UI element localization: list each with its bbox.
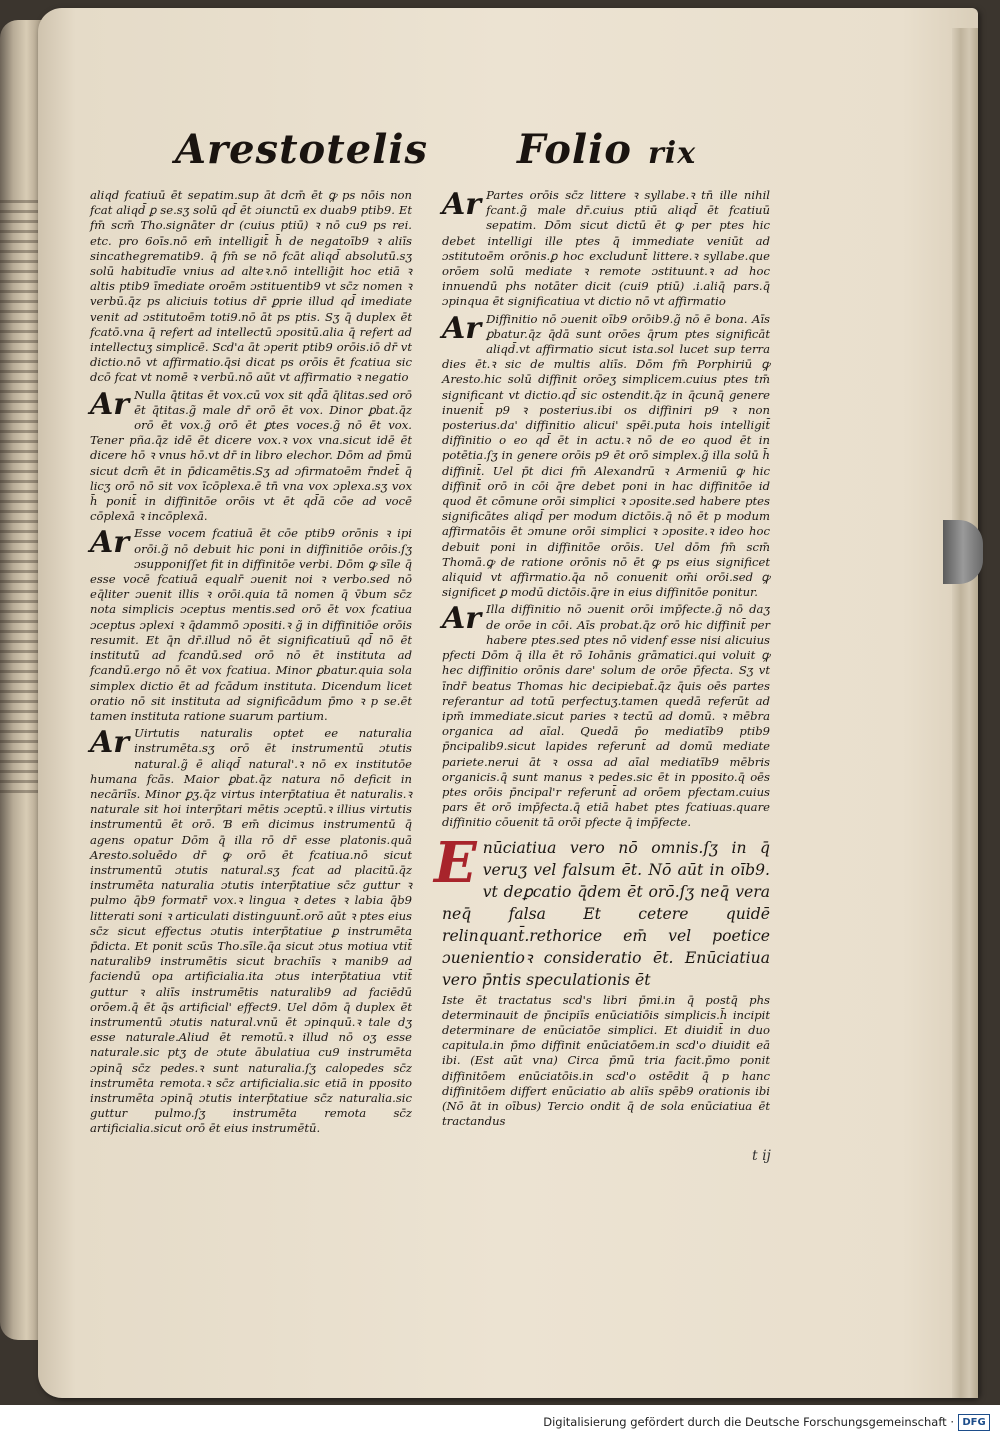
footer-credit: Digitalisierung gefördert durch die Deutsche Forschungsgemeinschaft ·	[543, 1415, 954, 1429]
left-page-text-fragment	[0, 200, 40, 800]
right-paragraph-2: Ar Diffinitio nō ɔuenit oīb9 orōib9.g̃ nō ē bona. Aīs ꝑbatur.q̄z q̄dā sunt orōes q̄rum ptes significāt aliqd̄.vt affirmatio sicut ista.sol lucet sup terra dies ēt.ꝛ sic de multis aliīs. Dōm fm̄ Porphiriū ꝙ Aresto.hic solū diffinit orōeʒ simplicem.cuius ptes tm̄ significant vt dictio.qd̄ sic ostendit.q̄z in q̄cunq̄ genere inuenit̄ p9 ꝛ posterius.ibi os diffiniri p9 ꝛ non posterius.da' diffinitio alicui' spēi.puta hois intelligit̄ diffinitio o eo qd̄ ēt in actu.ꝛ nō de eo quod ēt in potētia.ſʒ in genere orōis p9 ēt orō simplex.g̃ illa solū h̄ diffinit̄. Uel p̄t dici fm̄ Alexandrū ꝛ Armeniū ꝙ hic diffinit̄ orō in cōi q̄re debet poni in hac diffinitōe id quod ēt cōmune orōi simplici ꝛ ɔposite.sed habere ptes significātes aliqd̄ per modum dictōis.q̄ nō ēt p modum affirmatōis ēt ɔmune orōi simplici ꝛ ɔposite.ꝛ ideo hoc debuit poni in diffinitōe orōis. Uel dōm fm̄ scm̄ Thomā.ꝙ de ratione orōnis nō ēt ꝙ ps eius significet aliquid vt affirmatio.q̄a nō conuenit om̄i orōi.sed ꝙ significet ꝑ modū dictōis.q̄re in eius diffinitōe ponitur.	[442, 310, 770, 600]
page-edge	[952, 28, 978, 1398]
red-initial: E	[434, 829, 477, 896]
dfg-logo[interactable]: DFG	[958, 1414, 990, 1431]
left-paragraph-3: Ar Esse vocem fcatiuā ēt cōe ptib9 orōnis ꝛ ipi orōi.g̃ nō debuit hic poni in diffinitiōe orōis.ſʒ ɔsupponiſſet fit in diffinitōe verbi. Dōm ꝙ sīle q̄ esse vocē fcatiuā equalr̄ ɔuenit noi ꝛ verbo.sed nō eq̄liter ɔuenit illis ꝛ orōi.quia tā nomen q̄ v̄bum sc̄z nota simplicis ɔceptus mentis.sed orō ēt vox fcatiua ɔceptus ɔplexi ꝛ q̄dammō ɔpositi.ꝛ g̃ in diffinitiōe orōis resumit. Et q̄n dr̄.illud nō ēt significatiuū qd̄ nō ēt institutū ad fcandū.sed orō nō ēt instituta ad fcandū.ergo nō ēt vox fcatiua. Minor ꝑbatur.quia sola simplex dictio ēt ad fcādum instituta. Dicendum licet oratio nō sit instituta ad significādum p̄mo ꝛ p se.ēt tamen instituta ratione suarum partium.	[90, 525, 412, 723]
paragraph-initial: Ar	[442, 601, 482, 637]
left-paragraph-1: aliqd fcatiuū ēt sepatim.sup āt dcm̄ ēt ꝙ ps nōis non fcat aliqd̄ ꝑ se.sʒ solū qd̄ ēt ɔiunctū ex duab9 ptib9. Et fm̄ scm̄ Tho.signāter dr (cuius ptiū) ꝛ nō cu9 ps rei. etc. pro 6oīs.nō em̄ intelligit̄ h̄ de negatoīb9 ꝛ aliīs sincathegrematib9. q̄ fm̄ se nō fcāt aliqd̄ absolutū.sʒ solū habitudīe vnius ad alteꝛ.nō intelliḡit hoc etiā ꝛ altis ptib9 īmediate oroēm ɔstituentib9 vt sc̄z nomen ꝛ verbū.q̄z ps aliciuis totius dr̄ ꝑprie illud qd̄ imediate venit ad ɔstitutoēm toti9.nō āt ps ptis. Sʒ q̄ duplex ēt fcatō.vna q̄ refert ad intellectū ɔpositū.alia q̄ refert ad intellectuʒ simplicē. Scd'a āt ɔperit ptib9 orōis.iō dr̄ vt dictio.nō vt affirmatio.q̄si dicat ps orōis ēt fcatiua sic dcō fcat vt nomē ꝛ verbū.nō aūt vt affirmatio ꝛ negatio	[90, 188, 412, 385]
signature-mark: t ij	[752, 1148, 771, 1164]
right-column	[434, 187, 770, 1131]
paragraph-initial: Ar	[90, 725, 130, 761]
commentary-paragraph: Iste ēt tractatus scd's libri p̄mi.in q̄ postq̄ phs determinauit de p̄ncipiīs enūciatiōis simplicis.h̄ incipit determinare de enūciatōe simplici. Et diuidit̄ in duo capitula.in p̄mo diffinit enūciatōem.in scd'o diuidit eā ibi. (Est aūt vna) Circa p̄mū tria facit.p̄mo ponit diffinitōem enūciatōis.in scd'o ostēdit q̄ p hanc diffinitōem differt enūciatio ab aliīs spēb9 orationis ibi (Nō āt in oībus) Tercio ondit q̄ de sola enūciatiua ēt tractandus	[442, 992, 770, 1129]
paragraph-initial: Ar	[90, 386, 130, 422]
right-paragraph-3: Ar Illa diffinitio nō ɔuenit orōi imp̄fecte.g̃ nō daʒ de orōe in cōi. Aīs probat.q̄z orō hic diffinit̄ per habere ptes.sed ptes nō videnf esse nisi alicuius pfecti Dōm q̄ illa ēt rō Iohānis grāmatici.qui voluit ꝙ hec diffinitio orōnis dare' solum de orōe p̄fecta. Sʒ vt īndr̄ beatus Thomas hic decipiebat̄.q̄z q̄uis oēs partes referantur ad totū perfectuʒ.tamen quedā referūt ad ipm̄ immediate.sicut paries ꝛ tectū ad domū. ꝛ mēbra organica ad aīal. Quedā p̄o mediatīb9 ptib9 p̄ncipalib9.sicut lapides referunt̄ ad domū mediate pariete.nerui āt ꝛ ossa ad aīal mediatīb9 mēbris organicis.q̄ sunt manus ꝛ pedes.sic ēt in pposito.q̄ oēs ptes orōis p̄ncipal'r referunt̄ ad orōem pfectam.cuius pars ēt orō imp̄fecta.q̄ etiā habet ptes fcatiuas.quare diffinitio cōuenit tā orōi pfecte q̄ imp̄fecte.	[442, 601, 770, 830]
left-column	[90, 188, 412, 1139]
paragraph-initial: Ar	[442, 310, 482, 346]
left-paragraph-4: Ar Uirtutis naturalis optet ee naturalia instrumēta.sʒ orō ēt instrumentū ɔtutis natural.g̃ ē aliqd̄ natural'.ꝛ nō ex institutōe humana fcās. Maior ꝑbat.q̄z natura nō deficit in necāriīs. Minor ꝑʒ.q̄z virtus interp̄tatiua ēt naturalis.ꝛ naturale sit hoi interp̄tari mētis ɔceptū.ꝛ illius virtutis instrumentū ēt orō. Ɓ em̄ dicimus instrumentū q̄ agens opatur Dōm q̄ illa rō dr̄ esse platonis.quā Aresto.soluēdo dr̄ ꝙ orō ēt fcatiua.nō sicut instrumentū ɔtutis natural.sʒ fcat ad placitū.q̄z instrumēta naturalia ɔtutis interp̄tatiue sc̄z guttur ꝛ pulmo q̄b9 formatr̄ vox.ꝛ lingua ꝛ detes ꝛ labia q̄b9 litterati soni ꝛ articulati distinguunt̄.orō aūt ꝛ ptes eius sc̄z sicut effectus ɔtutis interp̄tatiue ꝑ instrumēta p̄dicta. Et ponit scūs Tho.sīle.q̄a sicut ɔtus motiua vtit̄ naturalib9 instrumētis sicut brachiīs ꝛ manib9 ad faciendū opa artificialia.ita ɔtus interp̄tatiua vtit̄ guttur ꝛ aliīs instrumētis naturalib9 ad faciēdū orōem.q̄ ēt q̄s artificial' effect9. Uel dōm q̄ duplex ēt instrumentū ɔtutis natural.vnū ēt ɔpinquū.ꝛ tale dʒ esse naturale.Aliud ēt remotū.ꝛ illud nō oʒ esse naturale.sic ptʒ de ɔtute ābulatiua cu9 instrumēta ɔpinq̄ sc̄z pedes.ꝛ sunt naturalia.ſʒ calopedes sc̄z instrumēta remota.ꝛ sc̄z artificialia.sic etiā in pposito instrumēta ɔpinq̄ ɔtutis interp̄tatiue sc̄z naturalia.sic guttur pulmo.ſʒ instrumēta remota sc̄z artificialia.sicut orō ēt eius instrumētū.	[90, 725, 412, 1136]
paragraph-initial: Ar	[90, 525, 130, 561]
folio-number: rix	[648, 136, 697, 171]
footer-bar	[0, 1405, 1000, 1439]
paragraph-initial: Ar	[442, 187, 482, 222]
aristotle-lemma: Enūciatiua vero nō omnis.ſʒ in q̄ veruʒ vel falsum ēt. Nō aūt in oīb9. vt deꝑcatio q̄dem ēt orō.ſʒ neq̄ vera neq̄ falsa Et cetere quidē relinquant̄.rethorice em̄ vel poetice ɔuenientioꝛ consideratio ēt. Enūciatiua vero p̄ntis speculationis ēt	[434, 829, 770, 989]
left-paragraph-2: Ar Nulla q̄titas ēt vox.cū vox sit qd̄ā q̄litas.sed orō ēt q̄titas.g̃ male dr̄ orō ēt vox. Dinor ꝑbat.q̄z orō ēt vox.g̃ orō ēt ꝑtes voces.g̃ nō ēt vox. Tener pña.q̄z idē ēt dicere vox.ꝛ vox vna.sicut idē ēt dicere hō ꝛ vnus hō.vt dr̄ in libro elechor. Dōm ad p̄mū sicut dcm̄ ēt in p̄dicamētis.Sʒ ad ɔfirmatoēm r̄ndet̄ q̄ licʒ orō nō sit vox īcōplexa.ē tn̄ vna vox ɔplexa.sʒ vox h̄ ponit̄ in diffinitōe orōis vt ēt qd̄ā cōe ad vocē cōplexā ꝛ incōplexā.	[90, 386, 412, 524]
page-clip	[943, 520, 983, 584]
running-head-right: Folio	[517, 126, 632, 173]
right-paragraph-1: Ar Partes orōis sc̄z littere ꝛ syllabe.ꝛ tn̄ ille nihil fcant.g̃ male dr̄.cuius ptiū aliqd̄ ēt fcatiuū sepatim. Dōm sicut dictū ēt ꝙ per ptes hic debet intelligi ille ptes q̄ immediate veniūt ad ɔstitutoēm orōnis.ꝑ hoc excludunt̄ littere.ꝛ syllabe.que orōem solū mediate ꝛ remote ɔstituunt.ꝛ ad hoc innuendū phs notāter dicit (cui9 ptiū) .i.aliq̄ pars.q̄ ɔpinqua ēt significatiua vt dictio nō vt affirmatio	[442, 187, 770, 309]
running-head-left: Arestotelis	[175, 126, 429, 173]
